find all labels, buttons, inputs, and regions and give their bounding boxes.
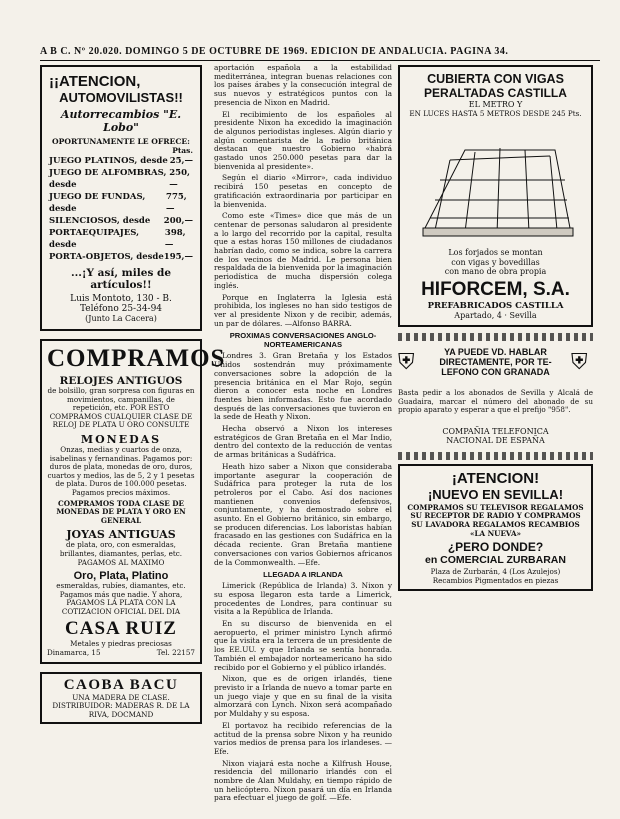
right-column — [398, 65, 593, 597]
coat-of-arms-icon: ⛨ — [398, 349, 415, 375]
compramos-text: COMPRAMOS TODA CLASE DE MONEDAS DE PLATA Y ORO EN GENERAL — [56, 498, 186, 525]
lobo-item — [49, 215, 193, 227]
compramos-title: COMPRAMOS — [47, 345, 226, 372]
lobo-item — [49, 155, 193, 167]
hiforcem-address: Apartado, 4 · Sevilla — [454, 310, 537, 320]
lobo-address: Luis Montoto, 130 - B. — [70, 294, 172, 304]
lobo-item-label: SILENCIOSOS, desde — [49, 216, 151, 226]
lobo-item — [49, 227, 193, 251]
cubierta-line-1: EL METRO Y — [468, 100, 523, 109]
left-column — [40, 65, 226, 732]
telefonica-line-2: DIRECTAMENTE, POR TE- — [439, 357, 552, 368]
decorative-border — [398, 333, 593, 341]
article-paragraph: aportación española a la estabilidad mediterránea, integran buenas relaciones con los países árabes y la consecución integral de sus nuevos y estratégicos puntos con la presencia de Nixon en Madrid. — [214, 63, 392, 107]
telefonica-line-1: YA PUEDE VD. HABLAR — [444, 347, 547, 358]
monedas-heading: MONEDAS — [80, 432, 162, 446]
telefonica-company-1: COMPAÑIA TELEFONICA — [442, 426, 549, 436]
article-paragraph: Heath hizo saber a Nixon que consideraba importante asegurar la cooperación de Sudáfrica para proteger la ruta de los petroleros por el Cabo. Así dos naciones mantienen convenios defensivos, conjuntamente, y ha demostrado sobre el asunto. En el Gobierno británico, sin embargo, se producen diferencias. Los laboristas habían fracasado en las gestiones con Sudáfrica en la década reciente. Gran Bretaña mantiene conversaciones con varios Gobiernos africanos de la Commonwealth. —Efe. — [214, 461, 392, 567]
lobo-item — [49, 167, 193, 191]
page-header: A B C. Nº 20.020. DOMINGO 5 DE OCTUBRE DE 1969. EDICION DE ANDALUCIA. PAGINA 34. — [40, 46, 509, 57]
lobo-item-price: 200,— — [163, 216, 193, 226]
lobo-item-list — [49, 155, 193, 263]
lobo-item-label: PORTA-OBJETOS, desde — [49, 252, 164, 262]
lobo-ad — [40, 65, 202, 331]
lobo-item — [49, 191, 193, 215]
header-rule — [40, 60, 600, 61]
joyas-text: de plata, oro, con esmeraldas, brillantes, diamantes, perlas, etc. PAGAMOS AL MAXIMO — [59, 540, 183, 567]
compramos-ad — [40, 339, 226, 664]
casa-ruiz-text: Metales y piedras preciosas — [70, 639, 172, 649]
zurbaran-text: COMPRAMOS SU TELEVISOR REGALAMOS SU RECEPTOR DE RADIO Y COMPRAMOS SU LAVADORA REGALAMOS RECAMBIOS «LA NUEVA» — [407, 502, 584, 538]
article-paragraph: Nixon, que es de origen irlandés, tiene previsto ir a Irlanda de nuevo a tomar parte en un juego viaje y que en su final de la visita almorzará con Lynch. Nixon será acompañado por Muldahy y su esposa. — [214, 674, 392, 719]
article-paragraph: Según el diario «Mirror», cada individuo recibirá 150 pesetas en concepto de gratificación extraordinaria por participar en la bienvenida. — [214, 173, 392, 209]
casa-ruiz-title: CASA RUIZ — [65, 618, 177, 640]
cubierta-line-2: EN LUCES HASTA 5 METROS DESDE 245 Pts. — [409, 108, 582, 118]
article-paragraph: Hecha observó a Nixon los intereses estratégicos de Gran Bretaña en el Mar Indio, dentro del contexto de la reducción de ventas de armas británicas a Sudáfrica. — [214, 424, 392, 460]
article-heading: PROXIMAS CONVERSACIONES ANGLO-NORTEAMERICANAS — [229, 331, 377, 350]
cubierta-caption-3: con mano de obra propia — [444, 267, 547, 277]
zurbaran-shop: en COMERCIAL ZURBARAN — [425, 554, 566, 567]
monedas-text: Onzas, medias y cuartos de onza, isabelinas y fernandinas. Pagamos por: duros de plata, monedas de oro, duros, cuartos y medios, las de 5, 2 y 1 pesetas de plata. Duros de 100.000 pesetas. Pagamos precios máximos. — [47, 444, 195, 497]
lobo-item-label: JUEGO DE FUNDAS, desde — [49, 192, 146, 214]
relojes-heading: RELOJES ANTIGUOS — [59, 375, 183, 387]
zurbaran-title-1: ¡ATENCION! — [451, 469, 540, 487]
decorative-border — [398, 452, 593, 460]
lobo-item-price: 250,— — [169, 168, 190, 190]
article-paragraph: En su discurso de bienvenida en el aeropuerto, el primer ministro Lynch afirmó que la visita era la tercera de un presidente de los EE.UU. y que Irlanda se sentía honrada. También el embajador norteamericano ha sido recibido por el Gobierno y el público irlandés. — [214, 619, 392, 672]
lobo-title-2: AUTOMOVILISTAS!! — [59, 90, 183, 105]
caoba-text: UNA MADERA DE CLASE. DISTRIBUIDOR: MADERAS R. DE LA RIVA, DOCMAND — [52, 692, 190, 719]
casa-ruiz-contact — [47, 649, 195, 658]
lobo-closing: ...¡Y así, miles de artículos!! — [70, 267, 172, 291]
article-paragraph: El portavoz ha recibido referencias de la actitud de la prensa sobre Nixon y ha reunido varios medios de prensa para los irlandeses. —Efe. — [214, 720, 392, 756]
cubierta-title-1: CUBIERTA CON VIGAS — [427, 72, 564, 86]
article-paragraph: Nixon viajará esta noche a Kilfrush House, residencia del millonario irlandés con el nombre de Alan Muldahy, en tiempo rápido de un helicóptero. Nixon pasará un día en Irlanda para efectuar el juego de golf. —Efe. — [214, 758, 392, 803]
lobo-item-label: JUEGO PLATINOS, desde — [49, 156, 168, 166]
article-paragraph: El recibimiento de los españoles al presidente Nixon ha excedido la imaginación de algunos periodistas ingleses. Algún diario y algún comentarista de la radio británica destacan que nuestro Gobierno «habrá gastado unos 250.000 pesetas para dar la bienvenida al presidente». — [214, 109, 392, 171]
telefonica-company-2: NACIONAL DE ESPAÑA — [446, 436, 545, 446]
lobo-title-1: ¡¡ATENCION, — [49, 73, 141, 90]
cubierta-caption-1: Los forjados se montan — [448, 248, 543, 258]
caoba-title: CAOBA BACU — [63, 676, 179, 693]
lobo-price-head: Ptas. — [172, 146, 193, 155]
zurbaran-address: Plaza de Zurbarán, 4 (Los Azulejos) — [430, 567, 561, 577]
oro-heading: Oro, Plata, Platino — [73, 570, 169, 583]
lobo-item-price: 398,— — [164, 228, 186, 250]
lobo-item-label: JUEGO DE ALFOMBRAS, desde — [49, 168, 167, 190]
lobo-offer: OPORTUNAMENTE LE OFRECE: — [52, 137, 190, 146]
middle-column — [214, 63, 392, 803]
article-paragraph: Limerick (República de Irlanda) 3. Nixon y su esposa llegaron esta tarde a Limerick, procedentes de Londres, para continuar su visita a la República de Irlanda. — [214, 581, 392, 617]
zurbaran-note: Recambios Pigmentados en piezas — [432, 575, 559, 585]
telefonica-ad — [398, 345, 593, 448]
caoba-ad — [40, 672, 202, 725]
lobo-item-price: 25,— — [169, 156, 193, 166]
article-heading: LLEGADA A IRLANDA — [263, 570, 343, 580]
telefonica-text: Basta pedir a los abonados de Sevilla y Alcalá de Guadaira, marcar el número del abonado de su propio aparato y esperar a que el prefijo "958". — [398, 388, 593, 415]
zurbaran-title-2: ¡NUEVO EN SEVILLA! — [427, 486, 564, 502]
lobo-item — [49, 251, 193, 263]
article-paragraph: Londres 3. Gran Bretaña y los Estados Unidos sostendrán muy próximamente conversaciones sobre la adopción de la presencia británica en el Mar Rojo, según dieron a conocer esta noche en Londres fuentes bien informadas. Esto fue acordado después de las conversaciones que tuvieron en la sede de Heath y Nixon. — [214, 351, 392, 422]
telefonica-line-3: LEFONO CON GRANADA — [441, 367, 550, 378]
casa-ruiz-phone: Tel. 22157 — [156, 648, 195, 658]
cubierta-title-2: PERALTADAS CASTILLA — [424, 86, 567, 100]
article-paragraph: Como este «Times» dice que más de un centenar de personas saludaron al presidente a lo largo del recorrido por la capital, resulta que a estas horas 150 millones de ciudadanos habrían dado, como se indica, sobre la carrera de los vecinos de Madrid. Le persona bien respaldada de la bienvenida por la imaginación periodística de mucha dispersión colega inglés. — [214, 211, 392, 290]
hiforcem-brand: HIFORCEM, S.A. — [421, 278, 570, 300]
cubierta-ad — [398, 65, 593, 327]
lobo-subtitle: Autorrecambios "E. Lobo" — [60, 108, 182, 134]
lobo-phone: Teléfono 25-34-94 — [79, 304, 163, 314]
casa-ruiz-address: Dinamarca, 15 — [47, 648, 101, 658]
article-paragraph: Porque en Inglaterra la Iglesia está prohibida, los ingleses no han sido testigos de ver al presidente Nixon y de recibir, además, un par de dólares. —Alfonso BARRA. — [214, 292, 392, 328]
zurbaran-question: ¿PERO DONDE? — [447, 540, 544, 555]
telefonica-message — [420, 347, 571, 377]
relojes-text: de bolsillo, gran sorpresa con figuras en movimientos, campanillas, de repetición, etc. POR ESTO COMPRAMOS CUALQUIER CLASE DE RELOJ DE PLATA U ORO CONSULTE — [47, 386, 195, 430]
lobo-item-label: PORTAEQUIPAJES, desde — [49, 228, 140, 250]
telefonica-header — [398, 347, 593, 377]
lobo-note: (Junto La Cacera) — [85, 314, 157, 323]
hiforcem-sub: PREFABRICADOS CASTILLA — [427, 300, 564, 311]
joyas-heading: JOYAS ANTIGUAS — [66, 528, 176, 542]
zurbaran-ad — [398, 464, 593, 592]
coat-of-arms-icon: ⛨ — [571, 349, 588, 375]
lobo-item-price: 195,— — [163, 252, 193, 262]
oro-text: esmeraldas, rubíes, diamantes, etc. Pagamos más que nadie. Y ahora, PAGAMOS LA PLATA CON LA COTIZACION OFICIAL DEL DIA — [56, 581, 186, 616]
lobo-item-price: 775,— — [166, 192, 187, 214]
structure-illustration — [405, 120, 586, 246]
cubierta-caption-2: con vigas y bovedillas — [451, 257, 540, 267]
